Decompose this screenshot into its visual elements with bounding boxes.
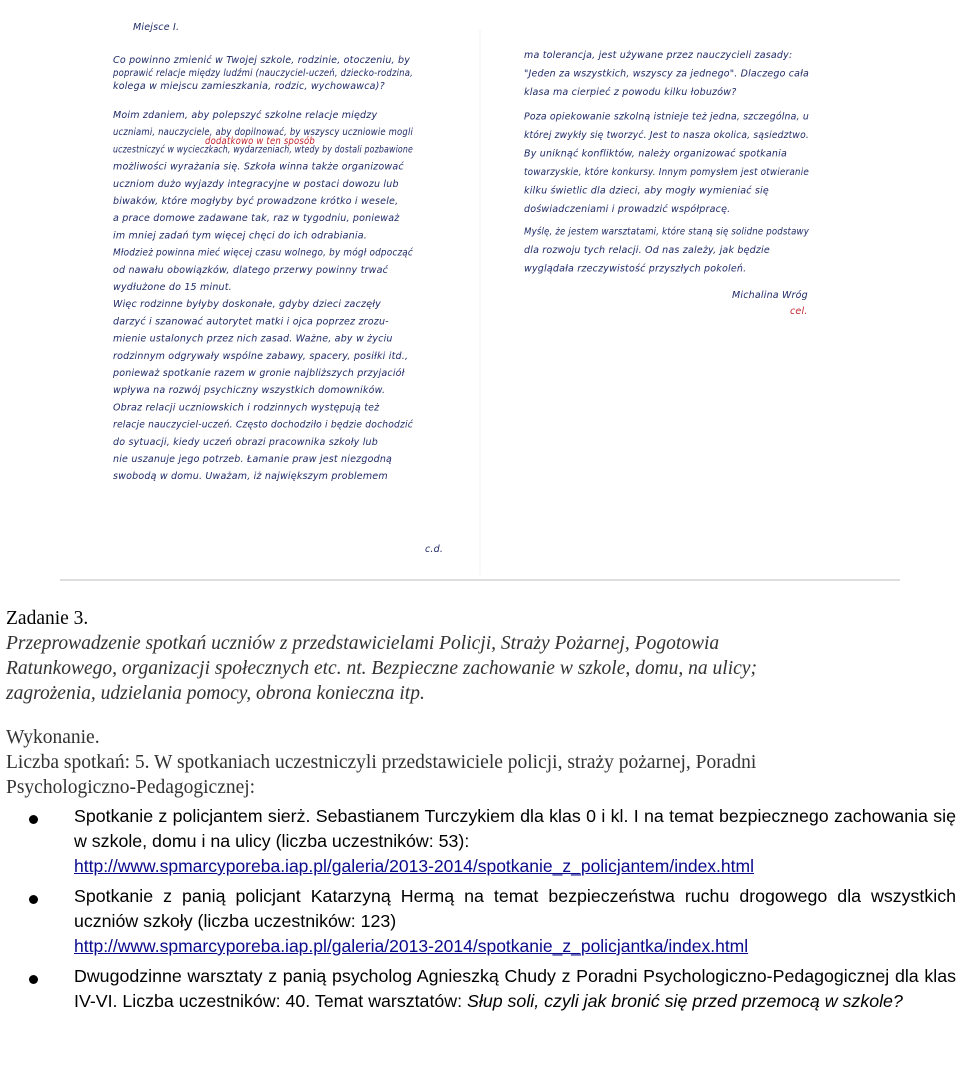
handwritten-line: biwaków, które mogłyby być prowadzone krótko i wesele, bbox=[113, 196, 399, 207]
task-description-line-1: Przeprowadzenie spotkań uczniów z przedstawicielami Policji, Straży Pożarnej, Pogotowia bbox=[6, 633, 720, 654]
signature-name: Michalina Wróg bbox=[732, 290, 808, 301]
red-correction-note: dodatkowo w ten sposób bbox=[205, 136, 315, 147]
gallery-link-policjantka[interactable]: http://www.spmarcyporeba.iap.pl/galeria/2013-2014/spotkanie_z_policjantka/index.html bbox=[74, 936, 749, 956]
handwritten-line: klasa ma cierpieć z powodu kilku łobuzów? bbox=[524, 87, 737, 98]
handwritten-line: poprawić relacje między ludźmi (nauczyciel-uczeń, dziecko-rodzina, bbox=[112, 68, 413, 79]
execution-heading: Wykonanie. bbox=[6, 727, 100, 748]
handwritten-line: uczniom dużo wyjazdy integracyjne w postaci dowozu lub bbox=[113, 178, 399, 190]
handwritten-line: uczestniczyć w wycieczkach, wydarzeniach, wtedy by dostali pozbawione bbox=[113, 144, 413, 156]
bullet-icon bbox=[29, 895, 38, 904]
handwritten-line: wpływa na rozwój psychiczny wszystkich domowników. bbox=[113, 385, 386, 397]
handwritten-line: doświadczeniami i prowadzić współpracę. bbox=[524, 204, 731, 215]
handwritten-line: Obraz relacji uczniowskich i rodzinnych występują też bbox=[113, 402, 380, 414]
handwritten-line: Co powinno zmienić w Twojej szkole, rodzinie, otoczeniu, by bbox=[113, 55, 411, 66]
handwritten-line: kolega w miejscu zamieszkania, rodzic, wychowawca)? bbox=[113, 81, 385, 92]
list-item bbox=[6, 804, 956, 879]
task-description-line-3: zagrożenia, udzielania pomocy, obrona konieczna itp. bbox=[6, 683, 425, 704]
task-title: Zadanie 3. bbox=[6, 608, 89, 629]
handwritten-line: mienie ustalonych przez nich zasad. Ważne, aby w życiu bbox=[113, 333, 393, 345]
handwritten-line: wydłużone do 15 minut. bbox=[113, 282, 232, 293]
handwritten-line: Myślę, że jestem warsztatami, które staną się solidne podstawy bbox=[524, 226, 810, 238]
handwritten-line: rodzinnym odgrywały wspólne zabawy, spacery, posiłki itd., bbox=[113, 350, 409, 362]
handwritten-line: By uniknąć konfliktów, należy organizować spotkania bbox=[524, 148, 787, 160]
list-item bbox=[6, 884, 956, 959]
handwritten-line: od nawału obowiązków, dlatego przerwy powinny trwać bbox=[113, 264, 389, 276]
document-text bbox=[6, 606, 956, 1019]
handwritten-line: nie uszanuje jego potrzeb. Łamanie praw jest niezgodną bbox=[113, 454, 393, 465]
handwritten-line: darzyć i szanować autorytet matki i ojca poprzez zrozu- bbox=[113, 316, 389, 328]
handwritten-line: a prace domowe zadawane tak, raz w tygodniu, ponieważ bbox=[113, 213, 400, 225]
task-description-line-2: Ratunkowego, organizacji społecznych etc. nt. Bezpieczne zachowanie w szkole, domu, na ulicy; bbox=[6, 658, 757, 679]
list-item-text: Spotkanie z panią policjant Katarzyną Hermą na temat bezpieczeństwa ruchu drogowego dla wszystkich uczniów szkoły (liczba uczestników: 123) bbox=[74, 886, 956, 931]
list-item-text: Dwugodzinne warsztaty z panią psycholog Agnieszką Chudy z Poradni Psychologiczno-Pedagogicznej dla klas IV-VI. Liczba uczestników: 40. Temat warsztatów: bbox=[74, 966, 956, 1011]
handwritten-line: Poza opiekowanie szkolną istnieje też jedna, szczególna, u bbox=[524, 111, 809, 123]
handwritten-line: dla rozwoju tych relacji. Od nas zależy, jak będzie bbox=[524, 245, 770, 256]
handwritten-line: wyglądała rzeczywistość przyszłych pokoleń. bbox=[524, 263, 747, 275]
list-item bbox=[6, 964, 956, 1014]
continued-mark: c.d. bbox=[425, 544, 444, 555]
handwritten-line: ponieważ spotkanie razem w gronie najbliższych przyjaciół bbox=[113, 368, 405, 379]
bullet-icon bbox=[29, 975, 38, 984]
workshop-topic: Słup soli, czyli jak bronić się przed przemocą w szkole? bbox=[467, 991, 903, 1011]
handwritten-line: "Jeden za wszystkich, wszyscy za jednego". Dlaczego cała bbox=[524, 68, 809, 80]
gallery-link-policjant[interactable]: http://www.spmarcyporeba.iap.pl/galeria/2013-2014/spotkanie_z_policjantem/index.html bbox=[74, 856, 754, 876]
list-item-text: Spotkanie z policjantem sierż. Sebastianem Turczykiem dla klas 0 i kl. I na temat bezpiecznego zachowania się w szkole, domu i na ulicy (liczba uczestników: 53): bbox=[74, 806, 956, 851]
handwritten-line: uczniami, nauczyciele, aby dopilnować, by wszyscy uczniowie mogli bbox=[113, 127, 414, 139]
handwritten-line: Więc rodzinne byłyby doskonałe, gdyby dzieci zaczęły bbox=[113, 299, 381, 311]
meeting-count-line-1: Liczba spotkań: 5. W spotkaniach uczestniczyli przedstawiciele policji, straży pożarnej, Poradni bbox=[6, 752, 757, 773]
handwritten-line: swobodą w domu. Uważam, iż największym problemem bbox=[113, 471, 388, 483]
bullet-icon bbox=[29, 815, 38, 824]
handwritten-line: towarzyskie, które konkursy. Innym pomysłem jest otwieranie bbox=[524, 167, 809, 178]
handwritten-line: do sytuacji, kiedy uczeń obrazi pracownika szkoły lub bbox=[113, 436, 379, 448]
handwritten-line: relacje nauczyciel-uczeń. Często dochodziło i będzie dochodzić bbox=[113, 419, 414, 431]
handwritten-line: im mniej zadań tym więcej chęci do ich odrabiania. bbox=[113, 230, 367, 242]
handwritten-line: kilku świetlic dla dzieci, aby mogły wymieniać się bbox=[524, 185, 769, 197]
handwritten-line: Młodzież powinna mieć więcej czasu wolnego, by mógł odpocząć bbox=[113, 247, 414, 259]
left-page-heading: Miejsce I. bbox=[133, 22, 180, 33]
handwritten-line: Moim zdaniem, aby polepszyć szkolne relacje między bbox=[113, 110, 378, 121]
handwritten-line: ma tolerancja, jest używane przez nauczycieli zasady: bbox=[524, 50, 793, 61]
grade-mark: cel. bbox=[790, 306, 808, 317]
meeting-count-line-2: Psychologiczno-Pedagogicznej: bbox=[6, 777, 256, 798]
meeting-list bbox=[6, 804, 956, 1014]
handwritten-line: możliwości wyrażania się. Szkoła winna także organizować bbox=[113, 161, 404, 173]
handwritten-line: której zwykły się tworzyć. Jest to nasza okolica, sąsiedztwo. bbox=[524, 130, 809, 141]
